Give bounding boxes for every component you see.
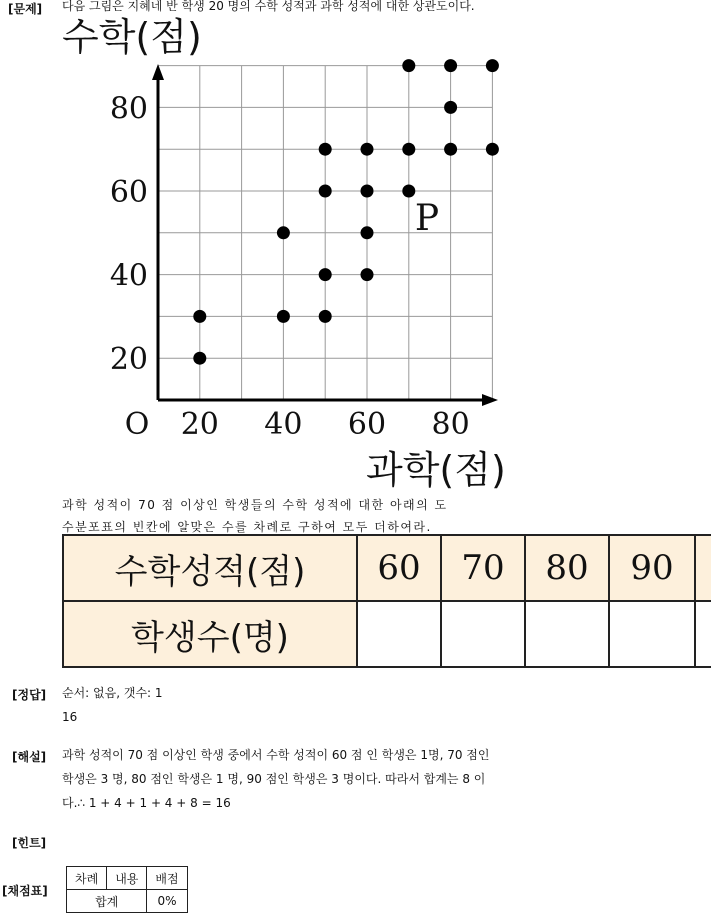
explanation-line-1: 과학 성적이 70 점 이상인 학생 중에서 수학 성적이 60 점 인 학생은 1명, 70 점인 <box>62 748 490 762</box>
point-p-annotation: P <box>414 198 440 239</box>
scoring-table <box>66 866 188 913</box>
data-point <box>193 352 206 365</box>
data-point <box>402 143 415 156</box>
score-header-points: 배점 <box>147 867 187 890</box>
freq-col-70: 70 <box>440 534 526 602</box>
y-tick-label: 80 <box>109 91 148 127</box>
y-tick-label: 60 <box>109 175 148 210</box>
answer-label: [정답] <box>12 688 47 702</box>
data-point <box>319 185 332 198</box>
x-tick-label: 40 <box>264 407 303 442</box>
data-point <box>319 310 332 323</box>
question-line-1: 과학 성적이 70 점 이상인 학생들의 수학 성적에 대한 아래의 도 <box>62 498 448 512</box>
data-point <box>402 59 415 72</box>
data-point <box>444 59 457 72</box>
data-point <box>361 268 374 281</box>
data-point <box>444 143 457 156</box>
data-point <box>402 185 415 198</box>
score-total-label: 합계 <box>67 890 147 913</box>
score-header-order: 차례 <box>67 867 107 890</box>
scoring-label: [채점표] <box>2 884 48 898</box>
freq-col-90: 90 <box>608 534 696 602</box>
explanation-label: [해설] <box>12 750 47 764</box>
y-tick-label: 40 <box>109 258 148 294</box>
data-point <box>486 59 499 72</box>
explanation-line-3: 다.∴ 1 + 4 + 1 + 4 + 8 = 16 <box>62 796 231 810</box>
explanation-line-2: 학생은 3 명, 80 점인 학생은 1 명, 90 점인 학생은 3 명이다. 따라서 합계는 8 이 <box>62 772 486 786</box>
data-point <box>277 226 290 239</box>
question-line-2: 수분포표의 빈칸에 알맞은 수를 차례로 구하여 모두 더하여라. <box>62 520 432 534</box>
data-point <box>361 226 374 239</box>
x-tick-label: 80 <box>431 407 470 442</box>
data-point <box>486 143 499 156</box>
freq-header-math-score: 수학성적(점) <box>62 534 358 602</box>
answer-line-1: 순서: 없음, 갯수: 1 <box>62 686 163 700</box>
y-tick-label: 20 <box>109 342 148 378</box>
problem-label: [문제] <box>8 2 43 16</box>
freq-col-60: 60 <box>356 534 442 602</box>
freq-blank-70 <box>440 600 526 668</box>
score-total-value: 0% <box>147 890 187 913</box>
freq-blank-90 <box>608 600 696 668</box>
score-header-content: 내용 <box>107 867 147 890</box>
y-axis-title: 수학(점) <box>62 15 202 59</box>
freq-blank-80 <box>524 600 610 668</box>
data-point <box>319 143 332 156</box>
freq-col-cut <box>694 534 711 602</box>
x-axis-arrow <box>482 394 498 406</box>
data-point <box>361 143 374 156</box>
hint-label: [힌트] <box>12 836 47 850</box>
x-tick-label: 20 <box>180 407 219 442</box>
y-axis-arrow <box>152 64 164 80</box>
problem-text: 다음 그림은 지혜네 반 학생 20 명의 수학 성적과 과학 성적에 대한 상관도이다. <box>62 0 475 13</box>
freq-blank-60 <box>356 600 442 668</box>
origin-label: O <box>124 407 150 442</box>
data-point <box>444 101 457 114</box>
x-axis-title: 과학(점) <box>366 448 506 492</box>
freq-header-student-count: 학생수(명) <box>62 600 358 668</box>
x-tick-label: 60 <box>347 407 387 442</box>
data-point <box>193 310 206 323</box>
data-point <box>361 185 374 198</box>
freq-col-80: 80 <box>524 534 610 602</box>
answer-line-2: 16 <box>62 710 78 724</box>
data-point <box>277 310 290 323</box>
data-point <box>319 268 332 281</box>
freq-blank-cut <box>694 600 711 668</box>
